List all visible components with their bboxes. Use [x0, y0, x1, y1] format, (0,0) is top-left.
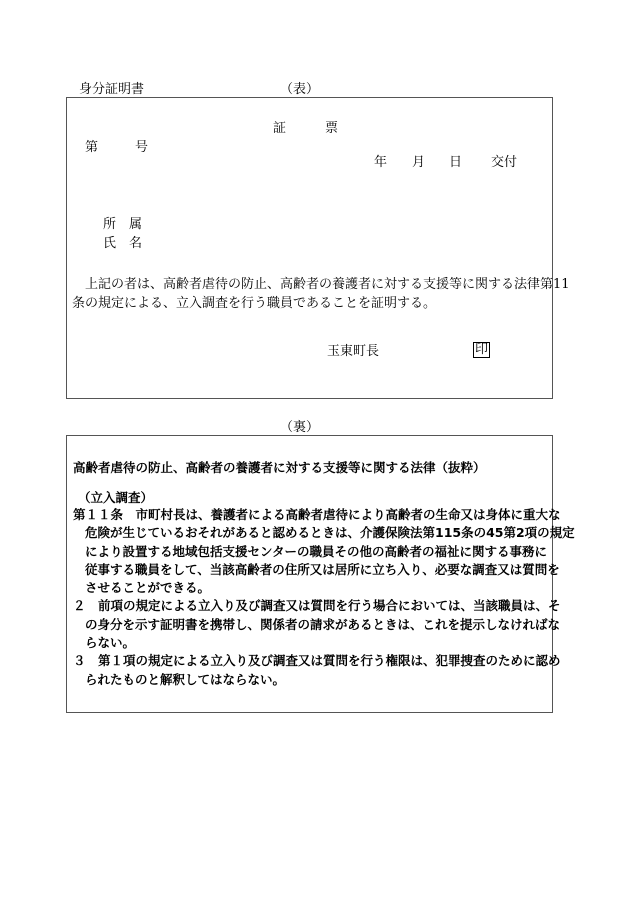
document-title: 身分証明書: [79, 82, 145, 97]
issue-month-label: 月: [412, 155, 426, 170]
issue-year-label: 年: [374, 155, 388, 170]
issued-label: 交付: [491, 155, 518, 170]
front-side-label: （表）: [280, 82, 320, 97]
law-article-text: [73, 506, 575, 689]
number-suffix: 号: [135, 140, 149, 155]
article-line: らない。: [85, 635, 136, 651]
seal-text: 印: [475, 342, 489, 357]
certificate-body-line: 条の規定による、立入調査を行う職員であることを証明する。: [72, 296, 437, 311]
article-line: により設置する地域包括支援センターの職員その他の高齢者の福祉に関する事務に: [85, 543, 548, 559]
section-heading: （立入調査）: [78, 490, 154, 505]
certificate-body-line: 上記の者は、高齢者虐待の防止、高齢者の養護者に対する支援等に関する法律第11: [85, 277, 570, 292]
article-line: られたものと解釈してはならない。: [85, 671, 286, 687]
article-line: 危険が生じているおそれがあると認めるときは、介護保険法第115条の45第2項の規定: [85, 525, 575, 541]
certificate-heading: 証 票: [273, 121, 339, 136]
issue-day-label: 日: [449, 155, 463, 170]
article-line: の身分を示す証明書を携帯し、関係者の請求があるときは、これを提示しなければな: [85, 616, 561, 632]
issuer-name: 玉東町長: [327, 344, 380, 359]
article-line: 従事する職員をして、当該高齢者の住所又は居所に立ち入り、必要な調査又は質問を: [85, 561, 560, 577]
number-prefix: 第: [85, 140, 99, 155]
certificate-body: [72, 275, 570, 313]
affiliation-label: 所 属: [103, 217, 143, 232]
article-line: させることができる。: [85, 580, 211, 596]
name-label: 氏 名: [103, 236, 143, 251]
seal-mark: [473, 342, 490, 358]
article-line: ２ 前項の規定による立入り及び調査又は質問を行う場合においては、当該職員は、そ: [73, 598, 561, 614]
article-line: ３ 第１項の規定による立入り及び調査又は質問を行う権限は、犯罪捜査のために認め: [73, 653, 561, 669]
back-side-label: （裏）: [280, 420, 320, 435]
article-line: 第１１条 市町村長は、養護者による高齢者虐待により高齢者の生命又は身体に重大な: [73, 507, 561, 522]
law-title: 高齢者虐待の防止、高齢者の養護者に対する支援等に関する法律（抜粋）: [73, 460, 486, 475]
